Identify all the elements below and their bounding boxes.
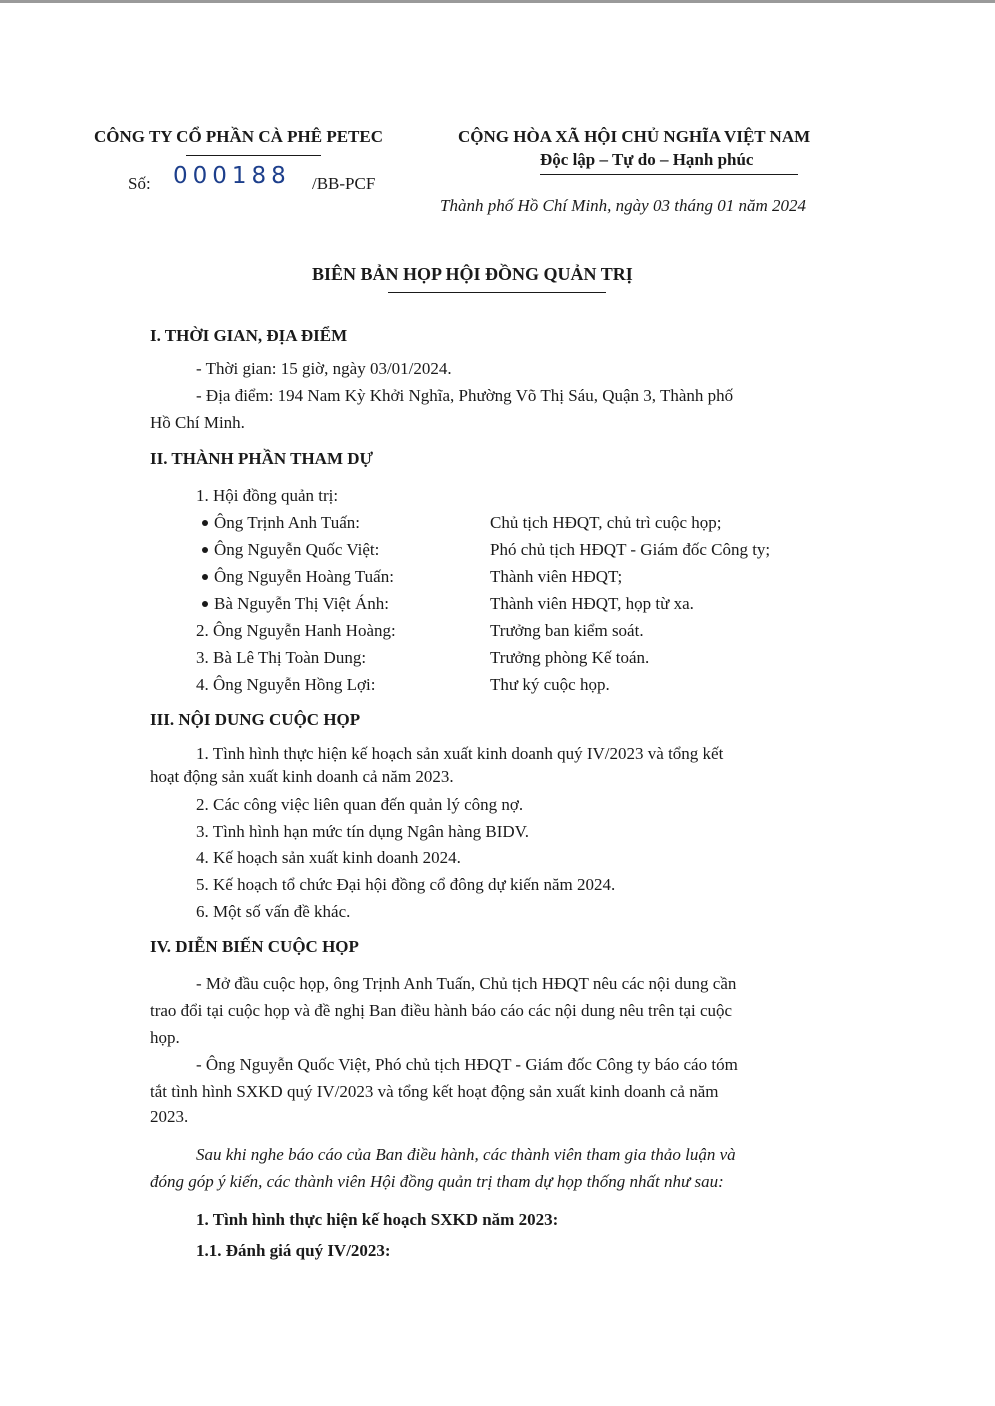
proceedings-para-2-line-1: - Ông Nguyễn Quốc Việt, Phó chủ tịch HĐQT - Giám đốc Công ty báo cáo tóm <box>196 1055 738 1074</box>
proceedings-para-1-line-2: trao đổi tại cuộc họp và đề nghị Ban điều hành báo cáo các nội dung nêu trên tại cuộc <box>150 1001 733 1020</box>
meeting-place-line-1: - Địa điểm: 194 Nam Kỳ Khởi Nghĩa, Phường Võ Thị Sáu, Quận 3, Thành phố <box>196 386 734 405</box>
agenda-item: 4. Kế hoạch sản xuất kinh doanh 2024. <box>196 848 461 867</box>
place-date: Thành phố Hồ Chí Minh, ngày 03 tháng 01 năm 2024 <box>440 196 806 215</box>
attendee-role: Phó chủ tịch HĐQT - Giám đốc Công ty; <box>490 540 771 559</box>
company-name: CÔNG TY CỔ PHẦN CÀ PHÊ PETEC <box>94 127 384 146</box>
section-4-heading: IV. DIỄN BIẾN CUỘC HỌP <box>150 937 359 956</box>
attendee-role: Thành viên HĐQT; <box>490 567 623 586</box>
agenda-item-1-line-1: 1. Tình hình thực hiện kế hoạch sản xuất kinh doanh quý IV/2023 và tổng kết <box>196 744 724 763</box>
meeting-place-line-2: Hồ Chí Minh. <box>150 413 245 432</box>
national-motto: Độc lập – Tự do – Hạnh phúc <box>540 150 754 169</box>
section-2-heading: II. THÀNH PHẦN THAM DỰ <box>150 449 374 468</box>
page-top-border <box>0 0 995 3</box>
attendee-role: Chủ tịch HĐQT, chủ trì cuộc họp; <box>490 513 722 532</box>
proceedings-para-2-line-3: 2023. <box>150 1107 189 1126</box>
doc-number-suffix: /BB-PCF <box>312 174 376 193</box>
attendee-role: Trưởng ban kiểm soát. <box>490 621 644 640</box>
subsection-1-heading: 1. Tình hình thực hiện kế hoạch SXKD năm 2023: <box>196 1210 559 1229</box>
section-3-heading: III. NỘI DUNG CUỘC HỌP <box>150 710 361 729</box>
attendee-name: 4. Ông Nguyễn Hồng Lợi: <box>196 675 376 694</box>
attendee-name: Ông Trịnh Anh Tuấn: <box>202 510 360 536</box>
attendee-name: 3. Bà Lê Thị Toàn Dung: <box>196 648 367 667</box>
attendee-role: Trưởng phòng Kế toán. <box>490 648 650 667</box>
resolution-intro-line-2: đóng góp ý kiến, các thành viên Hội đồng quản trị tham dự họp thống nhất như sau: <box>150 1172 724 1191</box>
board-label: 1. Hội đồng quản trị: <box>196 486 339 505</box>
bullet-icon <box>202 574 208 580</box>
proceedings-para-1-line-1: - Mở đầu cuộc họp, ông Trịnh Anh Tuấn, Chủ tịch HĐQT nêu các nội dung cần <box>196 974 737 993</box>
doc-number-stamp: 000188 <box>173 163 291 189</box>
resolution-intro-line-1: Sau khi nghe báo cáo của Ban điều hành, các thành viên tham gia thảo luận và <box>196 1145 736 1164</box>
doc-number-label: Số: <box>128 174 151 193</box>
agenda-item: 5. Kế hoạch tổ chức Đại hội đồng cổ đông dự kiến năm 2024. <box>196 875 616 894</box>
attendee-name: Bà Nguyễn Thị Việt Ánh: <box>202 591 389 617</box>
title-underline <box>388 292 606 293</box>
attendee-role: Thành viên HĐQT, họp từ xa. <box>490 594 694 613</box>
bullet-icon <box>202 520 208 526</box>
attendee-name: 2. Ông Nguyễn Hanh Hoàng: <box>196 621 396 640</box>
subsection-1-1-heading: 1.1. Đánh giá quý IV/2023: <box>196 1241 391 1260</box>
republic-title: CỘNG HÒA XÃ HỘI CHỦ NGHĨA VIỆT NAM <box>458 127 811 146</box>
agenda-item: 3. Tình hình hạn mức tín dụng Ngân hàng BIDV. <box>196 822 529 841</box>
proceedings-para-1-line-3: họp. <box>150 1028 180 1047</box>
attendee-role: Thư ký cuộc họp. <box>490 675 610 694</box>
attendee-name: Ông Nguyễn Quốc Việt: <box>202 537 379 563</box>
agenda-item-1-line-2: hoạt động sản xuất kinh doanh cả năm 2023. <box>150 767 454 786</box>
company-underline <box>186 155 321 156</box>
document-title: BIÊN BẢN HỌP HỘI ĐỒNG QUẢN TRỊ <box>312 264 633 284</box>
section-1-heading: I. THỜI GIAN, ĐỊA ĐIỂM <box>150 326 348 345</box>
proceedings-para-2-line-2: tắt tình hình SXKD quý IV/2023 và tổng kết hoạt động sản xuất kinh doanh cả năm <box>150 1082 719 1101</box>
motto-underline <box>540 174 798 175</box>
agenda-item: 2. Các công việc liên quan đến quản lý công nợ. <box>196 795 524 814</box>
agenda-item: 6. Một số vấn đề khác. <box>196 902 351 921</box>
meeting-time: - Thời gian: 15 giờ, ngày 03/01/2024. <box>196 359 452 378</box>
bullet-icon <box>202 601 208 607</box>
attendee-name: Ông Nguyễn Hoàng Tuấn: <box>202 564 394 590</box>
bullet-icon <box>202 547 208 553</box>
